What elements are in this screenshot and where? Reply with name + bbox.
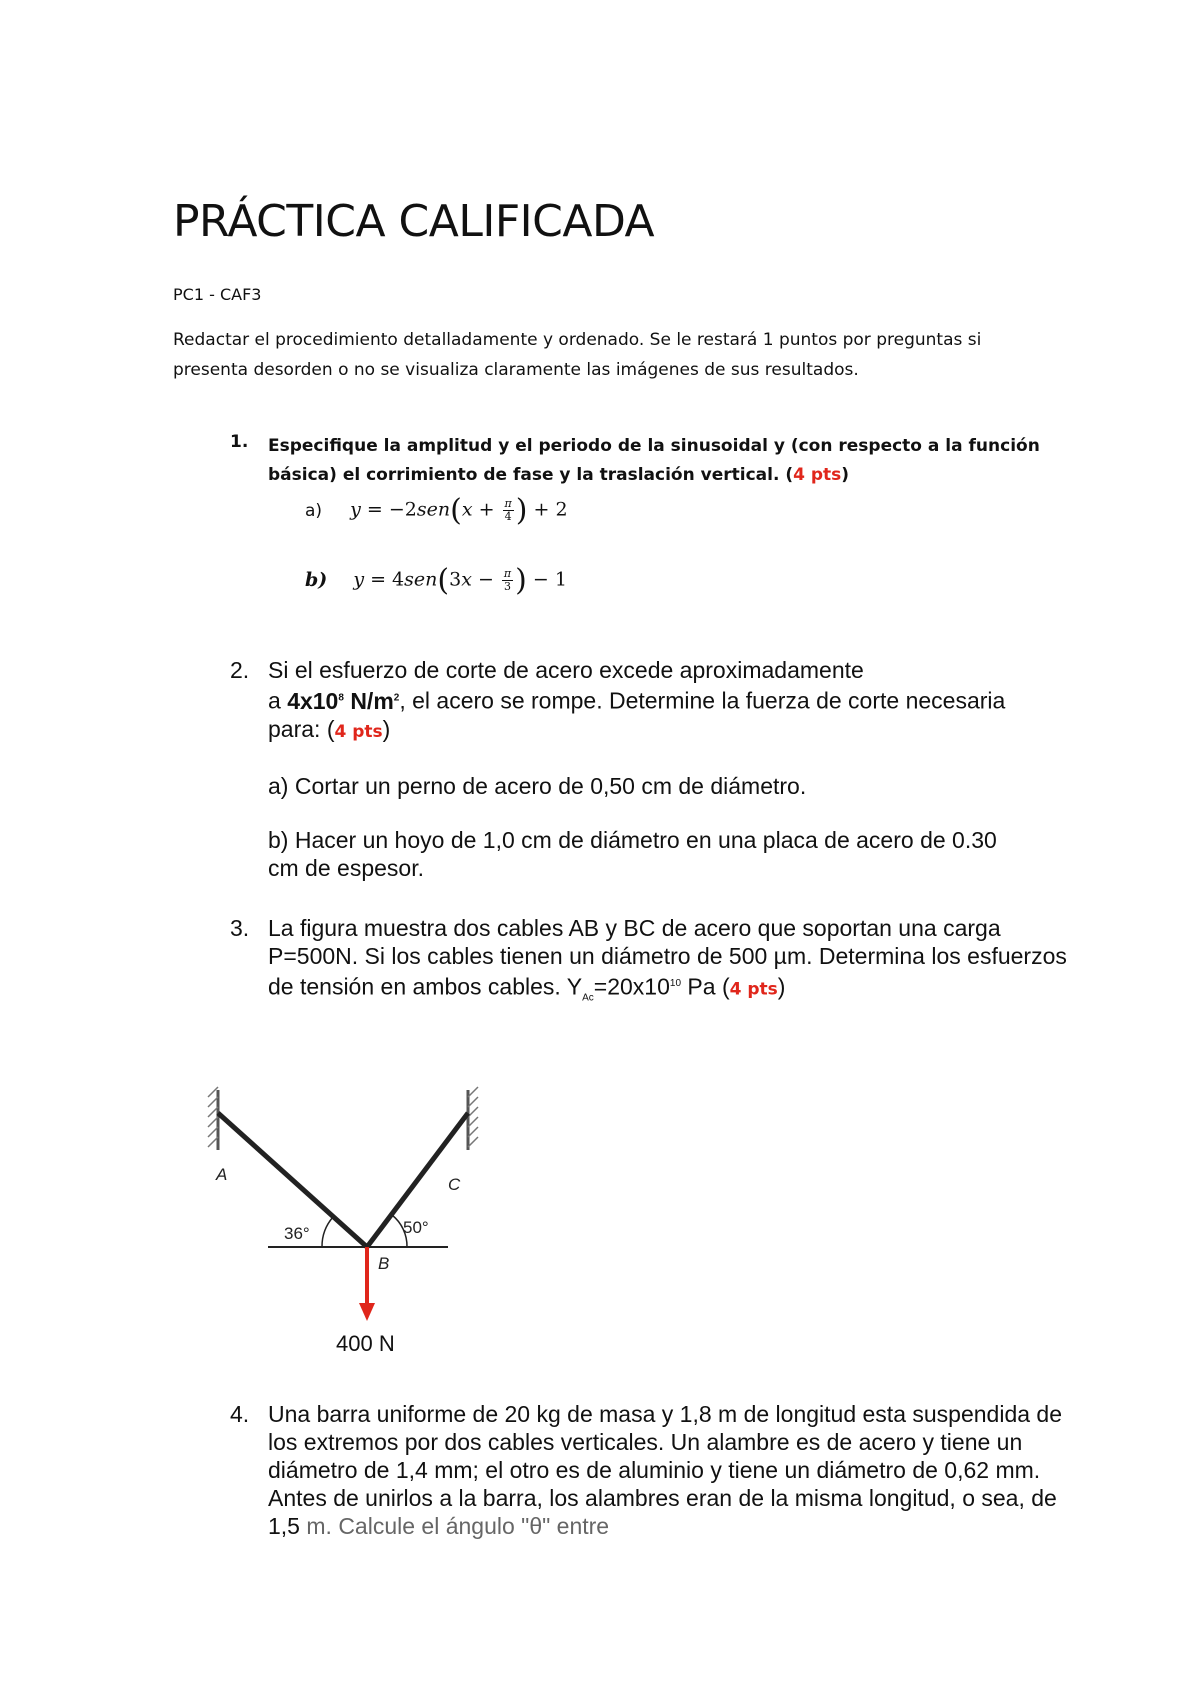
formula-b: b) y = 4sen(3x − $\frac{\pi}{3}$ ) − 1 <box>305 563 567 598</box>
course-code: PC1 - CAF3 <box>173 285 262 304</box>
question-4-number: 4. <box>230 1401 250 1427</box>
modulus-unit: Pa <box>681 973 716 1000</box>
stress-value: 4x10 <box>287 687 339 714</box>
formula-b-label: b) <box>305 568 328 591</box>
question-2-points: 4 pts <box>334 721 383 742</box>
question-2-line1: Si el esfuerzo de corte de acero excede aproximadamente <box>268 657 864 683</box>
angle-right-label: 50° <box>403 1218 429 1237</box>
cable-figure <box>200 1075 480 1365</box>
question-2-b: b) Hacer un hoyo de 1,0 cm de diámetro en una placa de acero de 0.30 cm de espesor. <box>268 826 997 881</box>
question-1-points: 4 pts <box>793 465 842 485</box>
instructions: Redactar el procedimiento detalladamente y ordenado. Se le restará 1 puntos por preguntas si presenta desorden o no se visualiza claramente las imágenes de sus resultados. <box>173 330 982 380</box>
angle-arc-left <box>322 1217 333 1247</box>
formula-a: a) y = −2sen(x + $\frac{\pi}{4}$ ) + 2 <box>305 493 568 528</box>
question-3-points: 4 pts <box>729 979 778 1000</box>
question-2-number: 2. <box>230 657 250 683</box>
page-title: PRÁCTICA CALIFICADA <box>173 196 655 247</box>
question-4 <box>268 1400 1068 1540</box>
label-b: B <box>378 1254 390 1273</box>
question-2-a: a) Cortar un perno de acero de 0,50 cm de diámetro. <box>268 772 807 799</box>
formula-a-label: a) <box>305 500 323 521</box>
question-4-tail: m. Calcule el ángulo "θ" entre <box>306 1513 610 1539</box>
question-3-number: 3. <box>230 915 250 941</box>
question-1-text: Especifique la amplitud y el periodo de la sinusoidal y (con respecto a la función básica) el corrimiento de fase y la traslación vertical. <box>268 436 1040 485</box>
question-3: La figura muestra dos cables AB y BC de acero que soportan una carga P=500N. Si los cables tienen un diámetro de 500 µm. Determina los esfuerzos de tensión en ambos cables. $Y_{Ac}=20x10^{10}$ Pa (4 pts) <box>268 915 1067 1004</box>
unit-exponent: 2 <box>393 692 400 703</box>
modulus-subscript: Ac <box>582 992 594 1004</box>
question-2-prefix: a <box>268 687 281 714</box>
load-label: 400 N <box>336 1331 395 1356</box>
label-c: C <box>448 1175 461 1194</box>
question-1-number: 1. <box>230 432 249 452</box>
question-3-text: La figura muestra dos cables AB y BC de acero que soportan una carga P=500N. Si los cables tienen un diámetro de 500 µm. Determina los esfuerzos de tensión en ambos cables. Y <box>268 915 1067 1000</box>
load-arrow-head <box>359 1303 375 1321</box>
question-2: Si el esfuerzo de corte de acero excede aproximadamente a $4x10^8$ $N/m^2$, el acero se rompe. Determine la fuerza de corte necesaria para: (4 pts) a) Cortar un perno de acero de 0,50 cm de diámetro. b) Hacer un hoyo de 1,0 cm de diámetro en una placa de acero de 0.30 cm de espesor. <box>268 656 1028 882</box>
stress-exponent: 8 <box>338 692 344 703</box>
stress-unit: N/m <box>350 687 394 714</box>
question-2-line2: , el acero se rompe. Determine la fuerza de corte necesaria para: <box>268 687 1006 742</box>
modulus-value: =20x10 <box>593 973 670 1000</box>
label-a: A <box>216 1165 228 1184</box>
modulus-exponent: 10 <box>669 978 682 989</box>
angle-left-label: 36° <box>284 1224 310 1243</box>
question-4-text: Una barra uniforme de 20 kg de masa y 1,8 m de longitud esta suspendida de los extremos por dos cables verticales. Un alambre es de acero y tiene un diámetro de 1,4 mm; el otro es de aluminio y tiene un diámetro de 0,62 mm. Antes de unirlos a la barra, los alambres eran de la misma longitud, o sea, de 1,5 <box>268 1401 1062 1539</box>
question-1: Especifique la amplitud y el periodo de la sinusoidal y (con respecto a la función básica) el corrimiento de fase y la traslación vertical. (4 pts) <box>268 436 1040 485</box>
